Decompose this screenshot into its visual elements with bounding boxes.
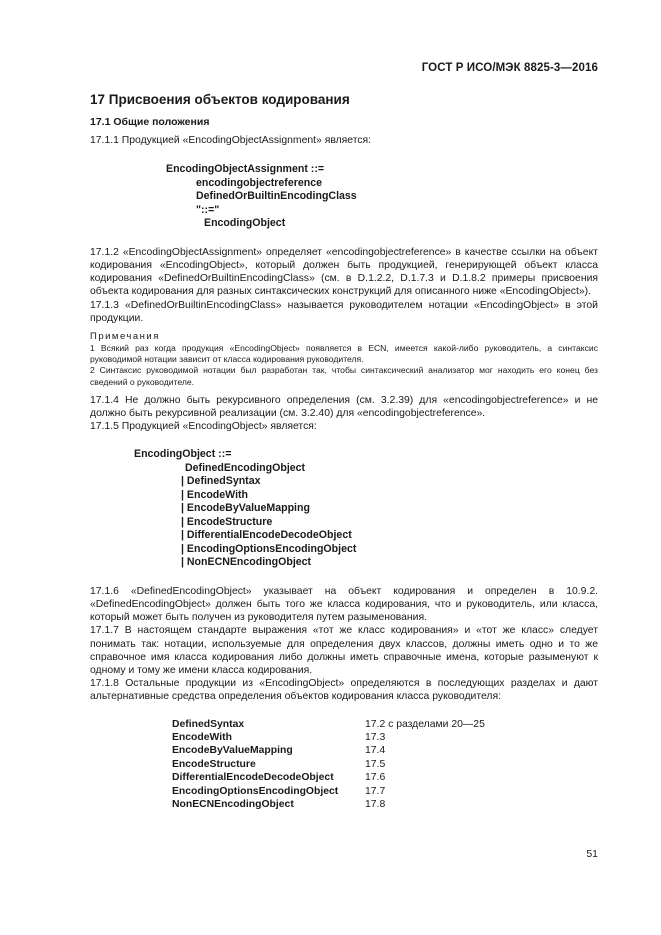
grammar1-line: EncodingObjectAssignment ::= — [166, 163, 325, 176]
grammar1-line: DefinedOrBuiltinEncodingClass — [196, 190, 357, 203]
grammar2-line: | EncodeStructure — [181, 515, 273, 528]
page-number: 51 — [586, 848, 598, 860]
notes-title: Примечания — [90, 330, 160, 342]
table-ref: 17.6 — [365, 772, 386, 784]
grammar-encoding-object-assignment — [166, 163, 598, 231]
table-row — [172, 731, 485, 744]
paragraph-17-1-5: 17.1.5 Продукцией «EncodingObject» является: — [90, 421, 317, 433]
grammar2-line: | EncodingOptionsEncodingObject — [181, 542, 357, 555]
grammar2-line: | EncodeByValueMapping — [181, 502, 310, 515]
table-ref: 17.7 — [365, 785, 386, 797]
grammar1-line: "::=" — [196, 203, 220, 216]
table-ref: 17.4 — [365, 745, 386, 757]
paragraph-17-1-2: 17.1.2 «EncodingObjectAssignment» определяет «encodingobjectreference» в качестве ссылки на объект кодирования «EncodingObject», который должен быть продукцией, генерирующей объект класса кодирования «DefinedOrBuiltinEncodingClass» (см. в D.1.2.2, D.1.7.3 и D.1.8.2 примеры присвоения объекта кодирования для разных синтаксических конструкций для описанного ниже «EncodingObject»). — [90, 246, 598, 298]
table-row — [172, 798, 485, 811]
table-row — [172, 718, 485, 731]
table-term: EncodeWith — [172, 732, 232, 744]
table-term: EncodingOptionsEncodingObject — [172, 785, 339, 797]
grammar2-line: | NonECNEncodingObject — [181, 556, 312, 569]
grammar2-line: EncodingObject ::= — [134, 448, 232, 461]
grammar2-line: DefinedEncodingObject — [185, 461, 306, 474]
table-ref: 17.8 — [365, 799, 386, 811]
table-row — [172, 758, 485, 771]
table-term: EncodeStructure — [172, 758, 256, 770]
table-row — [172, 785, 485, 798]
grammar2-line: | EncodeWith — [181, 488, 249, 501]
subsection-title: 17.1 Общие положения — [90, 116, 210, 128]
table-row — [172, 744, 485, 757]
paragraph-17-1-1: 17.1.1 Продукцией «EncodingObjectAssignment» является: — [90, 135, 372, 146]
grammar2-line: | DifferentialEncodeDecodeObject — [181, 529, 352, 542]
note-2: 2 Синтаксис руководимой нотации был разработан так, чтобы синтаксический анализатор мог находить его конец без сведений о руководителе. — [90, 365, 598, 387]
section-title: 17 Присвоения объектов кодирования — [90, 92, 350, 107]
reference-table — [172, 718, 485, 812]
table-term: EncodeByValueMapping — [172, 745, 293, 757]
table-term: DefinedSyntax — [172, 718, 245, 730]
grammar-encoding-object — [134, 448, 598, 570]
grammar1-line: encodingobjectreference — [196, 176, 322, 189]
grammar2-line: | DefinedSyntax — [181, 475, 261, 488]
grammar1-line: EncodingObject — [204, 217, 286, 230]
note-1: 1 Всякий раз когда продукция «EncodingObject» появляется в ECN, имеется какой-либо руководитель, а синтаксис руководимой нотации зависит от класса кодирования руководителя. — [90, 342, 598, 365]
paragraph-17-1-3: 17.1.3 «DefinedOrBuiltinEncodingClass» называется руководителем нотации «EncodingObject» в этой продукции. — [90, 299, 598, 324]
table-term: DifferentialEncodeDecodeObject — [172, 772, 334, 784]
paragraph-17-1-6: 17.1.6 «DefinedEncodingObject» указывает на объект кодирования и определен в 10.9.2. «DefinedEncodingObject» должен быть того же класса кодирования, что и руководитель, или класса, который может быть получен из руководителя путем разыменования. — [90, 585, 598, 624]
table-term: NonECNEncodingObject — [172, 799, 294, 811]
table-ref: 17.3 — [365, 732, 386, 744]
table-ref: 17.5 — [365, 758, 386, 770]
paragraph-17-1-8: 17.1.8 Остальные продукции из «EncodingObject» определяются в последующих разделах и дают альтернативные средства определения объектов кодирования класса руководителя: — [90, 678, 598, 703]
paragraph-17-1-4: 17.1.4 Не должно быть рекурсивного определения (см. 3.2.39) для «encodingobjectreference» и не должно быть рекурсивной реализации (см. 3.2.40) для «encodingobjectreference». — [90, 394, 598, 419]
table-row — [172, 771, 485, 784]
page-content — [90, 92, 598, 812]
document-header: ГОСТ Р ИСО/МЭК 8825-3—2016 — [421, 62, 598, 74]
paragraph-17-1-7: 17.1.7 В настоящем стандарте выражения «тот же класс кодирования» и «тот же класс» следует понимать так: нотации, используемые для определения двух классов, должны иметь одно и то же справочное имя класса кодирования либо должны иметь справочные имена, которые разыменуют к одному и тому же имени класса кодирования. — [90, 625, 598, 677]
table-ref: 17.2 с разделами 20—25 — [365, 718, 485, 730]
